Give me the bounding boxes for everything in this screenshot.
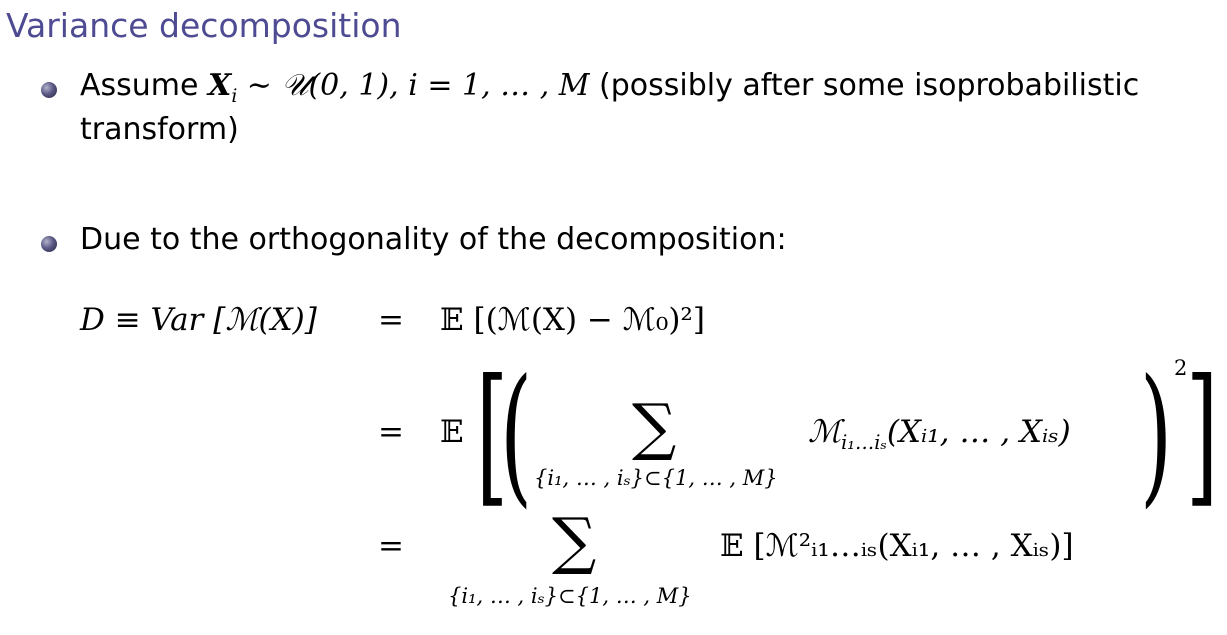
equation-eq-1: = <box>378 302 404 338</box>
equation-rhs-2-e: 𝔼 <box>440 414 464 450</box>
bullet-1-prefix: Assume <box>80 68 199 103</box>
bullet-2-text: Due to the orthogonality of the decomposition: <box>80 222 787 257</box>
bullet-1-math: $X_i$ ∼ 𝒰(0, 1), i = 1, … , M <box>208 68 590 107</box>
equation-rhs-1: 𝔼 [(ℳ(X) − ℳ₀)²] <box>440 302 705 338</box>
bullet-1-line-1 <box>80 68 1139 107</box>
bullet-2-icon <box>41 236 57 252</box>
sum-index-1: {i₁, … , iₛ}⊂{1, … , M} <box>534 466 778 490</box>
sum-symbol-2: ∑ <box>552 504 597 577</box>
equation-lhs: D ≡ Var [ℳ(X)] <box>80 302 317 338</box>
power-2: 2 <box>1174 356 1188 380</box>
equation-rhs-3: 𝔼 [ℳ²ᵢ₁…ᵢₛ(Xᵢ₁, … , Xᵢₛ)] <box>720 528 1074 564</box>
bullet-1-line-2: transform) <box>80 112 239 147</box>
bracket-left-large: [ <box>476 348 509 522</box>
slide-title: Variance decomposition <box>6 6 402 45</box>
equation-eq-2: = <box>378 414 404 450</box>
bullet-1-icon <box>41 82 57 98</box>
bullet-1-suffix: (possibly after some isoprobabilistic <box>599 68 1140 103</box>
equation-eq-3: = <box>378 528 404 564</box>
sum-symbol-1: ∑ <box>632 390 677 463</box>
paren-left-large: ( <box>500 348 533 522</box>
sum-index-2: {i₁, … , iₛ}⊂{1, … , M} <box>448 584 692 608</box>
bracket-right-large: ] <box>1186 348 1219 522</box>
equation-rhs-2-term: ℳ$_{i_1\dots i_s}$(Xᵢ₁, … , Xᵢₛ) <box>808 414 1071 455</box>
paren-right-large: ) <box>1140 348 1173 522</box>
